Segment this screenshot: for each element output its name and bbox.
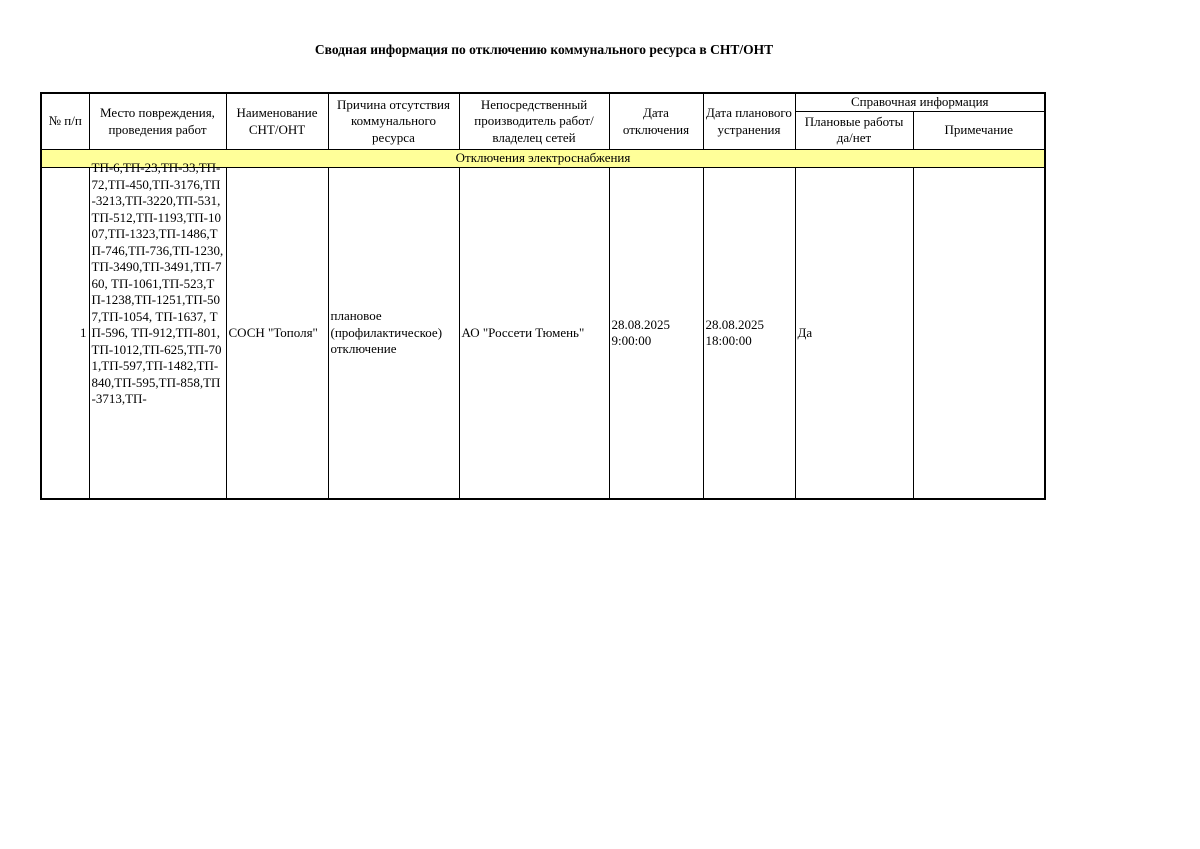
row-note xyxy=(913,168,1045,500)
row-name: СОСН "Тополя" xyxy=(226,168,328,500)
header-place: Место повреждения, проведения работ xyxy=(89,93,226,150)
header-reason: Причина отсутствия коммунального ресурса xyxy=(328,93,459,150)
header-producer: Непосредственный производитель работ/ владелец сетей xyxy=(459,93,609,150)
row-place-clip xyxy=(90,160,226,498)
outage-table xyxy=(40,92,1046,500)
row-reason: плановое (профилактическое) отключение xyxy=(328,168,459,500)
header-name: Наименование СНТ/ОНТ xyxy=(226,93,328,150)
header-reference-info: Справочная информация xyxy=(795,93,1045,111)
row-place xyxy=(89,160,226,500)
header-note: Примечание xyxy=(913,111,1045,149)
row-producer: АО "Россети Тюмень" xyxy=(459,168,609,500)
header-num: № п/п xyxy=(41,93,89,150)
header-date-off: Дата отключения xyxy=(609,93,703,150)
row-date-plan: 28.08.2025 18:00:00 xyxy=(703,168,795,500)
row-date-off: 28.08.2025 9:00:00 xyxy=(609,168,703,500)
header-date-plan: Дата планового устранения xyxy=(703,93,795,150)
row-place-text: ТП-6,ТП-23,ТП-33,ТП-72,ТП-450,ТП-3176,ТП-3213,ТП-3220,ТП-531,ТП-512,ТП-1193,ТП-1007,ТП-1323,ТП-1486,ТП-746,ТП-736,ТП-1230,ТП-3490,ТП-3491,ТП-760, ТП-1061,ТП-523,ТП-1238,ТП-1251,ТП-507,ТП-1054, ТП-1637, ТП-596, ТП-912,ТП-801,ТП-1012,ТП-625,ТП-701,ТП-597,ТП-1482,ТП-840,ТП-595,ТП-858,ТП-3713,ТП- xyxy=(91,160,224,406)
document-title: Сводная информация по отключению коммунального ресурса в СНТ/ОНТ xyxy=(314,42,774,57)
row-planned: Да xyxy=(795,168,913,500)
header-planned: Плановые работы да/нет xyxy=(795,111,913,149)
header-row-1 xyxy=(41,93,1045,111)
table-row xyxy=(41,168,1045,500)
row-num: 1 xyxy=(41,168,89,500)
section-title: Отключения электроснабжения xyxy=(41,150,1045,168)
